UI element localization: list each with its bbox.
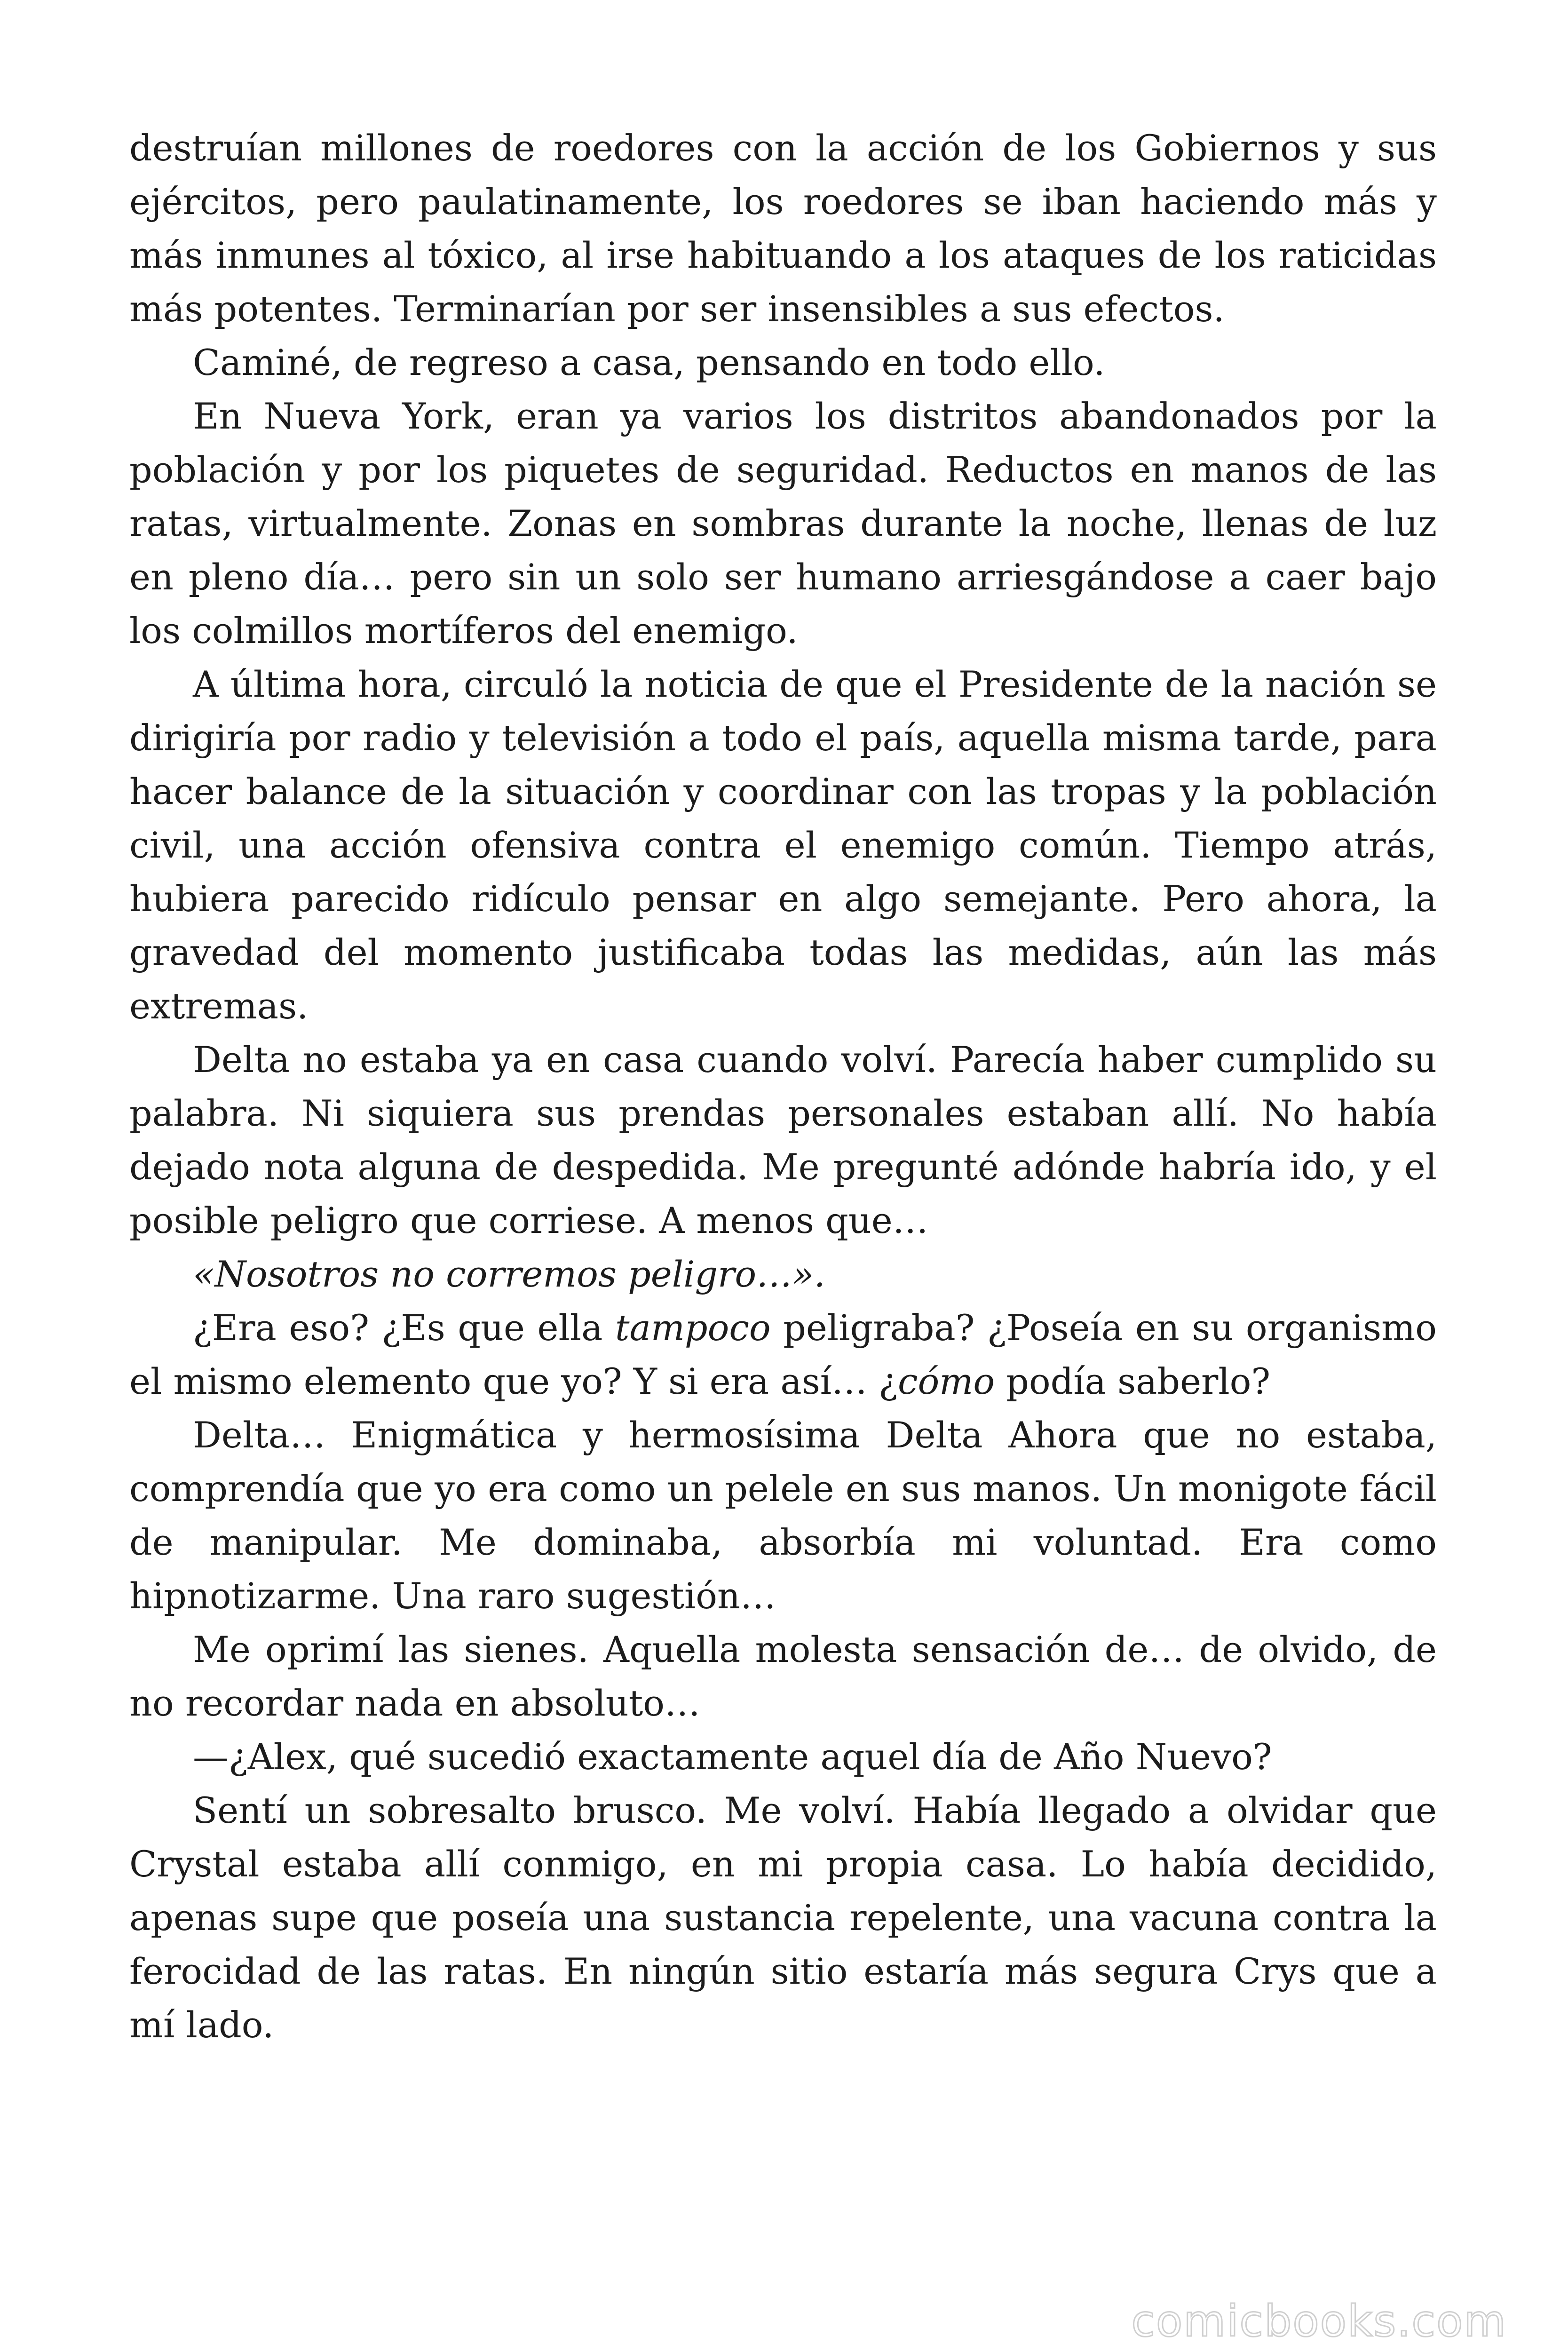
paragraph-text: peligraba? ¿Poseía en su organismo el mismo elemento que yo? Y si era así… ¿ xyxy=(129,1307,1437,1402)
paragraph-text: Delta… Enigmática y hermosísima Delta Ahora que no estaba, comprendía que yo era como un pelele en sus manos. Un monigote fácil de manipular. Me dominaba, absorbía mi voluntad. Era como hipnotizarme. Una raro sugestión… xyxy=(129,1414,1437,1617)
paragraph-text: A última hora, circuló la noticia de que el Presidente de la nación se dirigiría por radio y televisión a todo el país, aquella misma tarde, para hacer balance de la situación y coordinar con las tropas y la población civil, una acción ofensiva contra el enemigo común. Tiempo atrás, hubiera parecido ridículo pensar en algo semejante. Pero ahora, la gravedad del momento justificaba todas las medidas, aún las más extremas. xyxy=(129,663,1437,1027)
italic-quote-text: «Nosotros no corremos peligro…». xyxy=(193,1253,825,1295)
paragraph-text: Caminé, de regreso a casa, pensando en todo ello. xyxy=(193,342,1105,383)
paragraph xyxy=(129,389,1437,658)
paragraph xyxy=(129,1784,1437,2052)
paragraph-text: Sentí un sobresalto brusco. Me volví. Había llegado a olvidar que Crystal estaba allí conmigo, en mi propia casa. Lo había decidido, apenas supe que poseía una sustancia repelente, una vacuna contra la ferocidad de las ratas. En ningún sitio estaría más segura Crys que a mí lado. xyxy=(129,1789,1437,2046)
paragraph-text: podía saberlo? xyxy=(995,1360,1271,1402)
paragraph-italic-quote xyxy=(129,1248,1437,1301)
paragraph xyxy=(129,1623,1437,1730)
italic-emphasis: tampoco xyxy=(615,1307,771,1349)
paragraph-text: En Nueva York, eran ya varios los distritos abandonados por la población y por los piquetes de seguridad. Reductos en manos de las ratas, virtualmente. Zonas en sombras durante la noche, llenas de luz en pleno día… pero sin un solo ser humano arriesgándose a caer bajo los colmillos mortíferos del enemigo. xyxy=(129,395,1437,652)
paragraph xyxy=(129,121,1437,336)
dialogue-line xyxy=(129,1730,1437,1784)
paragraph xyxy=(129,1033,1437,1248)
paragraph xyxy=(129,1301,1437,1408)
book-page-text xyxy=(129,121,1437,2052)
dialogue-text: —¿Alex, qué sucedió exactamente aquel día de Año Nuevo? xyxy=(193,1736,1272,1778)
italic-emphasis: cómo xyxy=(897,1360,995,1402)
paragraph-text: Me oprimí las sienes. Aquella molesta sensación de… de olvido, de no recordar nada en absoluto… xyxy=(129,1629,1437,1724)
paragraph xyxy=(129,336,1437,389)
paragraph xyxy=(129,658,1437,1033)
paragraph-text: destruían millones de roedores con la acción de los Gobiernos y sus ejércitos, pero paulatinamente, los roedores se iban haciendo más y más inmunes al tóxico, al irse habituando a los ataques de los raticidas más potentes. Terminarían por ser insensibles a sus efectos. xyxy=(129,127,1437,330)
paragraph xyxy=(129,1408,1437,1623)
paragraph-text: ¿Era eso? ¿Es que ella xyxy=(193,1307,615,1349)
watermark: comicbooks.com xyxy=(1131,2296,1507,2346)
paragraph-text: Delta no estaba ya en casa cuando volví. Parecía haber cumplido su palabra. Ni siquiera sus prendas personales estaban allí. No había dejado nota alguna de despedida. Me pregunté adónde habría ido, y el posible peligro que corriese. A menos que… xyxy=(129,1039,1437,1241)
